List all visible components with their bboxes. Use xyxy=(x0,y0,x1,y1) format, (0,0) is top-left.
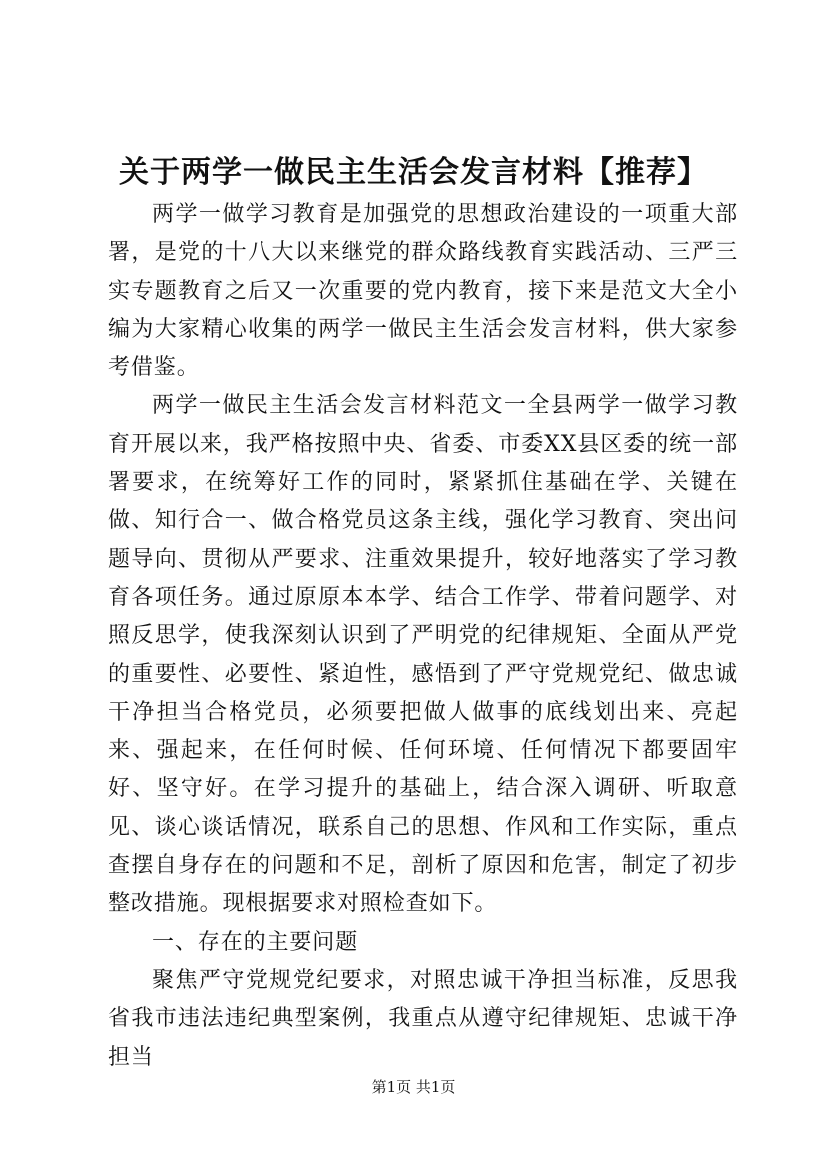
document-title: 关于两学一做民主生活会发言材料【推荐】 xyxy=(119,155,708,190)
document-body xyxy=(108,196,738,1077)
intro-paragraph: 两学一做学习教育是加强党的思想政治建设的一项重大部署，是党的十八大以来继党的群众路线教育实践活动、三严三实专题教育之后又一次重要的党内教育，接下来是范文大全小编为大家精心收集的两学一做民主生活会发言材料，供大家参考借鉴。 xyxy=(108,202,738,381)
page-footer: 第1页 共1页 xyxy=(371,1078,456,1096)
section-paragraph: 聚焦严守党规党纪要求，对照忠诚干净担当标准，反思我省我市违法违纪典型案例，我重点从遵守纪律规矩、忠诚干净担当 xyxy=(108,967,738,1070)
section-heading: 一、存在的主要问题 xyxy=(152,929,359,955)
speech-paragraph: 两学一做民主生活会发言材料范文一全县两学一做学习教育开展以来，我严格按照中央、省委、市委XX县区委的统一部署要求，在统筹好工作的同时，紧紧抓住基础在学、关键在做、知行合一、做合格党员这条主线，强化学习教育、突出问题导向、贯彻从严要求、注重效果提升，较好地落实了学习教育各项任务。通过原原本本学、结合工作学、带着问题学、对照反思学，使我深刻认识到了严明党的纪律规矩、全面从严党的重要性、必要性、紧迫性，感悟到了严守党规党纪、做忠诚干净担当合格党员，必须要把做人做事的底线划出来、亮起来、强起来，在任何时候、任何环境、任何情况下都要固牢好、坚守好。在学习提升的基础上，结合深入调研、听取意见、谈心谈话情况，联系自己的思想、作风和工作实际，重点查摆自身存在的问题和不足，剖析了原因和危害，制定了初步整改措施。现根据要求对照检查如下。 xyxy=(108,393,738,917)
